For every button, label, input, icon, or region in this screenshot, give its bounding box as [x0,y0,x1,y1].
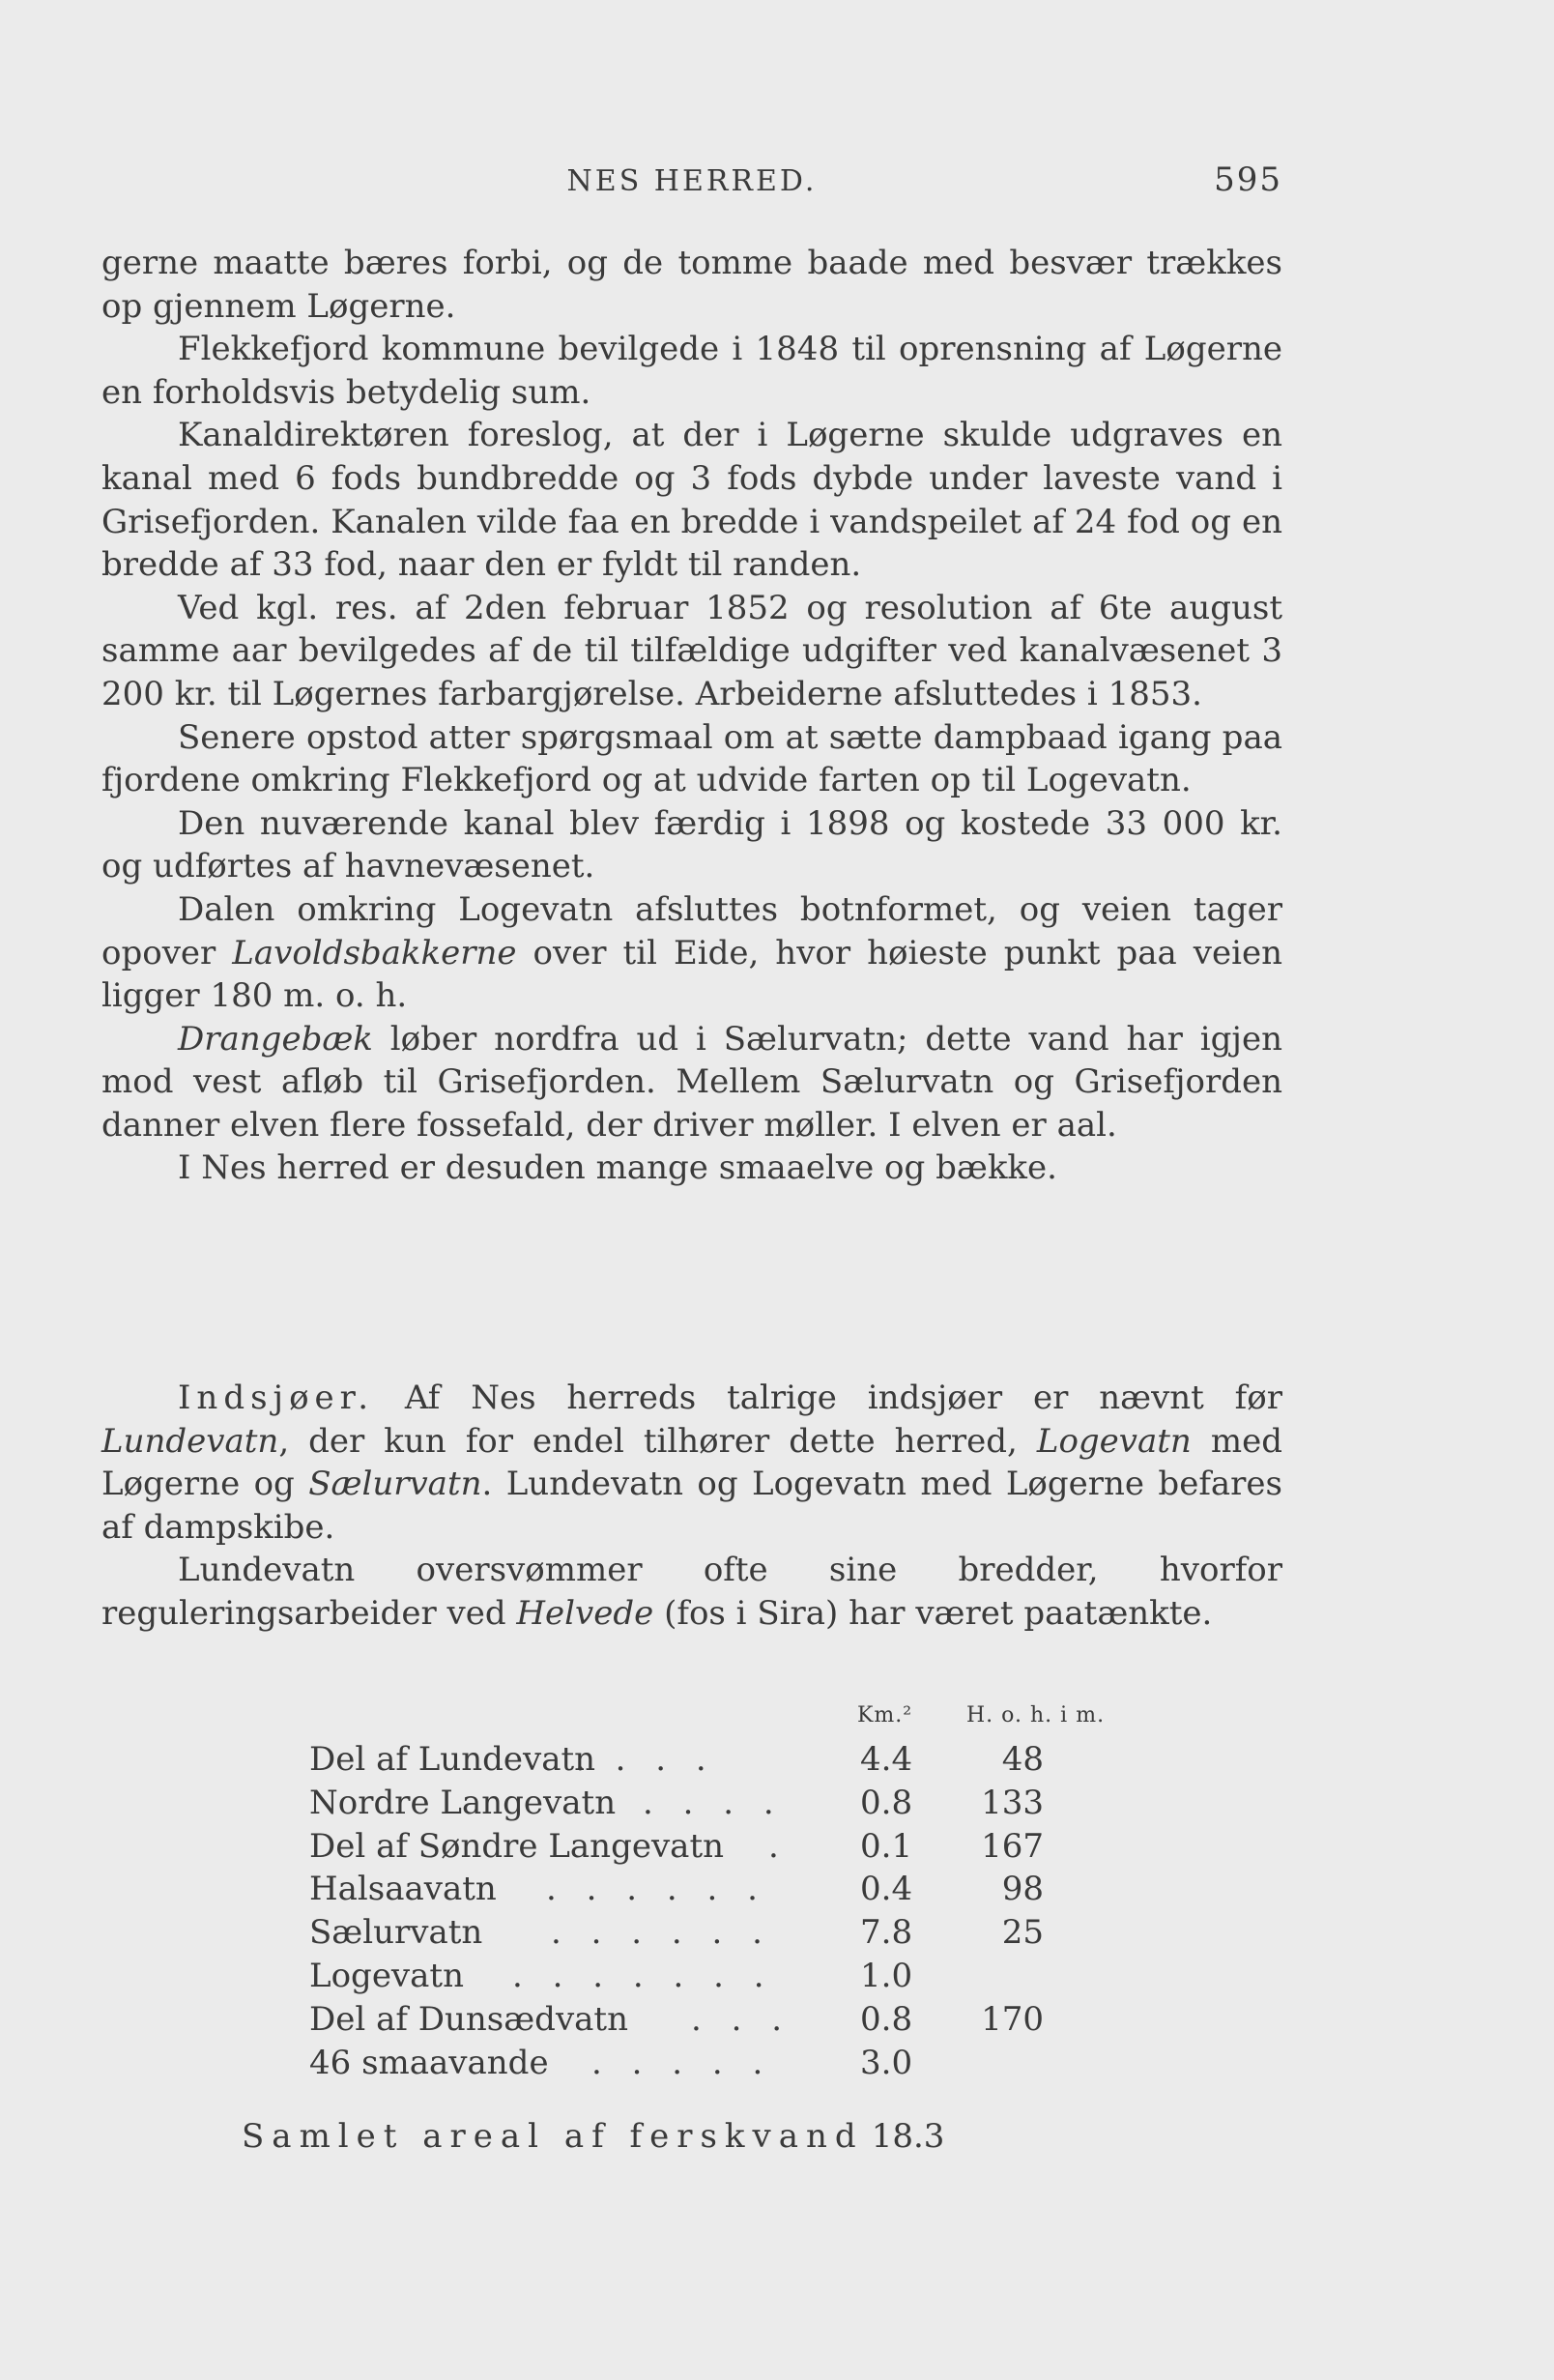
body-text [101,242,1282,1190]
table-row [309,2000,1160,2044]
lake-area: 0.8 [860,1999,913,2039]
running-title: NES HERRED. [566,164,818,198]
total-line [242,2117,944,2156]
paragraph-text: Dalen omkring Logevatn afsluttes botnformet, og veien tager opover [101,889,1282,972]
paragraph [101,1018,1282,1147]
place-name-italic: Lundevatn [101,1421,279,1461]
column-header-height: H. o. h. i m. [966,1703,1106,1727]
lake-height: 98 [1001,1870,1044,1909]
lake-area: 0.1 [860,1826,913,1866]
lake-area: 0.4 [860,1870,913,1909]
lake-height: 170 [981,1999,1044,2039]
table-row [309,1784,1160,1827]
page-header [101,160,1282,203]
lake-name: Sælurvatn [309,1913,483,1953]
paragraph: I Nes herred er desuden mange smaaelve og bække. [178,1148,1057,1188]
place-name-italic: Drangebæk [178,1019,373,1059]
paragraph-text: , der kun for endel tilhører dette herred, [278,1421,1037,1461]
paragraph-text: med Løgerne og [101,1421,1282,1504]
lake-name: Del af Dunsædvatn [309,1999,628,2039]
leader-dots: . . . . [643,1783,784,1822]
leader-dots: . . . . . . . [512,1956,774,1995]
section-heading: Indsjøer. [178,1379,374,1417]
paragraph-text: Af Nes herreds talrige indsjøer er nævnt før [374,1379,1282,1417]
paragraph: Kanaldirektøren foreslog, at der i Løgerne skulde udgraves en kanal med 6 fods bundbredde og 3 fods dybde under laveste vand i Grisefjorden. Kanalen vilde faa en bredde i vandspeilet af 24 fod og en bredde af 33 fod, naar den er fyldt til randen. [101,416,1282,585]
lake-area: 4.4 [860,1740,913,1779]
leader-dots: . . . . . [591,2043,773,2082]
indsjoer-section [101,1377,1282,1636]
place-name-italic: Sælurvatn [308,1465,482,1504]
table-row [309,1870,1160,1913]
paragraph-text: løber nordfra ud i Sælurvatn; dette vand har igjen mod vest afløb til Grisefjorden. Mellem Sælurvatn og Grisefjorden danner elven flere fossefald, der driver møller. I elven er aal. [101,1019,1282,1145]
lake-name: 46 smaavande [309,2043,549,2082]
page-number: 595 [1214,160,1282,199]
paragraph: Senere opstod atter spørgsmaal om at sætte dampbaad igang paa fjordene omkring Flekkefjord og at udvide farten op til Logevatn. [101,717,1282,800]
lake-name: Halsaavatn [309,1870,497,1909]
total-label: Samlet areal af ferskvand [242,2117,864,2156]
table-row [309,1740,1160,1784]
lake-name: Nordre Langevatn [309,1783,617,1822]
paragraph-text: . Lundevatn og Logevatn med Løgerne befares af dampskibe. [101,1465,1282,1547]
lake-height: 48 [1001,1740,1044,1779]
place-name-italic: Logevatn [1036,1421,1192,1461]
place-name-italic: Lavoldsbakkerne [232,933,517,972]
leader-dots: . . . . [575,1740,716,1779]
paragraph-text: (fos i Sira) har været paatænkte. [653,1593,1213,1633]
table-row [309,1957,1160,2000]
leader-dots: . . . . . . [546,1870,767,1909]
leader-dots: . . . . . . [551,1913,772,1953]
total-value: 18.3 [871,2117,945,2156]
paragraph: Ved kgl. res. af 2den februar 1852 og resolution af 6te august samme aar bevilgedes af de til tilfældige udgifter ved kanalvæsenet 3 200 kr. til Løgernes farbargjørelse. Arbeiderne afsluttedes i 1853. [101,588,1282,713]
table-body [309,1740,1160,2086]
leader-dots: . [768,1826,789,1866]
leader-dots: . . . [691,1999,792,2039]
lake-name: Logevatn [309,1956,464,1995]
paragraph-text: Lundevatn oversvømmer ofte sine bredder, hvorfor reguleringsarbeider ved [101,1551,1282,1633]
lake-area: 0.8 [860,1783,913,1822]
lake-height: 25 [1001,1913,1044,1953]
paragraph: Flekkefjord kommune bevilgede i 1848 til oprensning af Løgerne en forholdsvis betydelig sum. [101,330,1282,412]
lake-height: 133 [981,1783,1044,1822]
table-header [309,1698,1160,1740]
paragraph [101,1549,1282,1635]
lake-name: Del af Søndre Langevatn [309,1826,725,1866]
lake-height: 167 [981,1826,1044,1866]
lake-area: 1.0 [860,1956,913,1995]
paragraph-continued: gerne maatte bæres forbi, og de tomme baade med besvær trækkes op gjennem Løgerne. [101,244,1282,326]
lake-name: Del af Lundevatn [309,1740,596,1779]
place-name-italic: Helvede [516,1593,654,1633]
paragraph [101,1377,1282,1549]
lake-area: 3.0 [860,2043,913,2082]
table-row [309,1913,1160,1957]
lakes-table [309,1698,1160,2086]
paragraph [101,888,1282,1018]
paragraph-text: over til Eide, hvor høieste punkt paa veien ligger 180 m. o. h. [101,933,1283,1016]
paragraph: Den nuværende kanal blev færdig i 1898 og kostede 33 000 kr. og udførtes af havnevæsenet. [101,803,1282,886]
table-row [309,2044,1160,2087]
lake-area: 7.8 [860,1913,913,1953]
column-header-area: Km.² [857,1703,913,1727]
table-row [309,1827,1160,1871]
